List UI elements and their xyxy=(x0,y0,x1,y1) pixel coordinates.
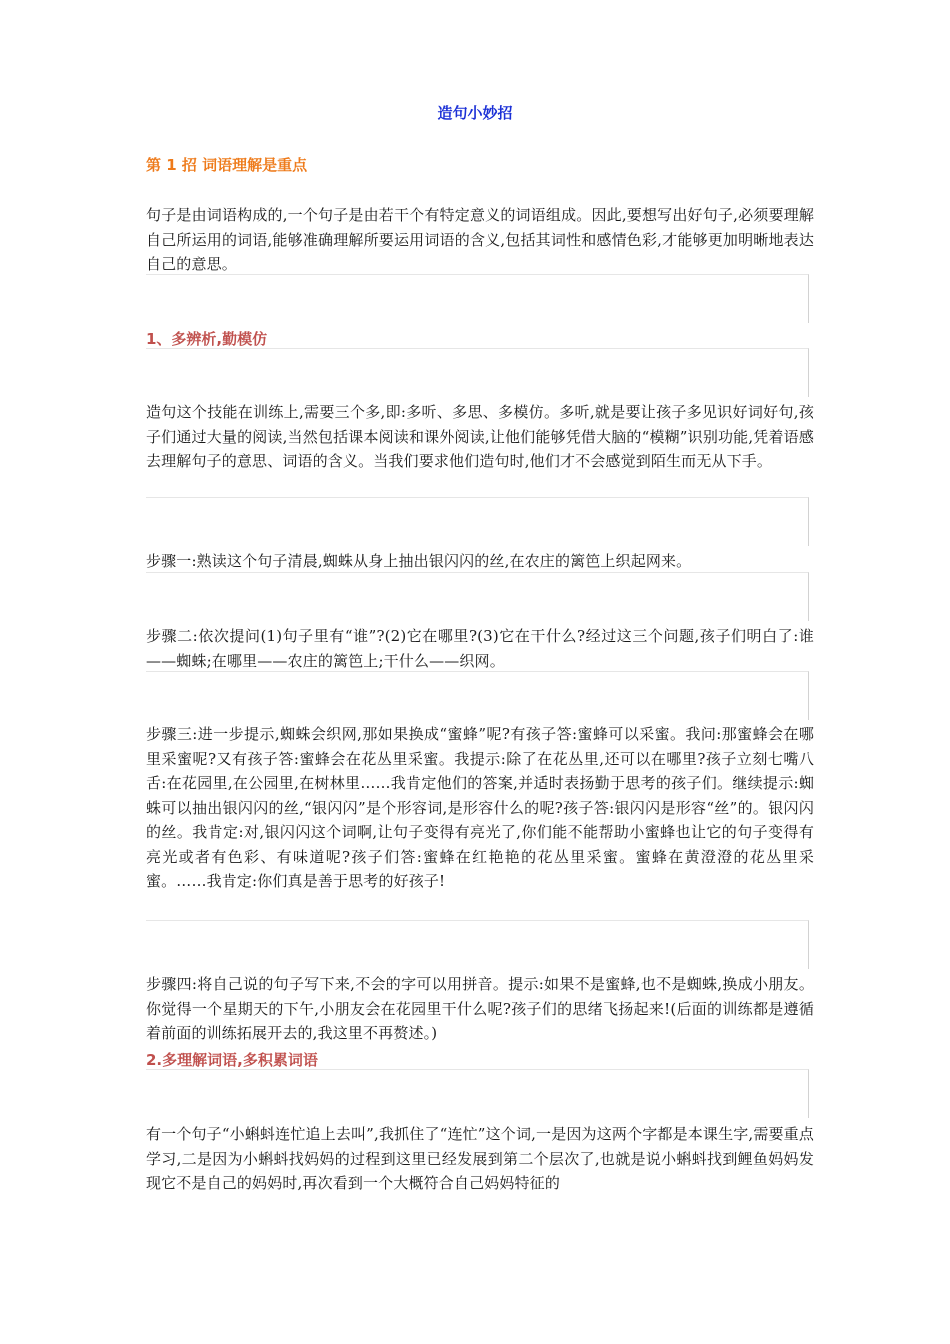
spacer-box xyxy=(146,348,809,397)
document-title: 造句小妙招 xyxy=(437,104,513,122)
spacer-box xyxy=(146,497,809,546)
spacer-box xyxy=(146,671,809,720)
step-three-paragraph: 步骤三:进一步提示,蜘蛛会织网,那如果换成“蜜蜂”呢?有孩子答:蜜蜂可以采蜜。我问:那蜜蜂会在哪里采蜜呢?又有孩子答:蜜蜂会在花丛里采蜜。我提示:除了在花丛里,还可以在哪里?孩子立刻七嘴八舌:在花园里,在公园里,在树林里……我肯定他们的答案,并适时表扬勤于思考的孩子们。继续提示:蜘蛛可以抽出银闪闪的丝,“银闪闪”是个形容词,是形容什么的呢?孩子答:银闪闪是形容“丝”的。银闪闪的丝。我肯定:对,银闪闪这个词啊,让句子变得有亮光了,你们能不能帮助小蜜蜂也让它的句子变得有亮光或者有色彩、有味道呢?孩子们答:蜜蜂在红艳艳的花丛里采蜜。蜜蜂在黄澄澄的花丛里采蜜。……我肯定:你们真是善于思考的好孩子! xyxy=(146,725,814,890)
step-four-paragraph: 步骤四:将自己说的句子写下来,不会的字可以用拼音。提示:如果不是蜜蜂,也不是蜘蛛,换成小朋友。你觉得一个星期天的下午,小朋友会在花园里干什么呢?孩子们的思绪飞扬起来!(后面的训练都是遵循着前面的训练拓展开去的,我这里不再赘述。) xyxy=(146,975,814,1042)
subheading-vocabulary: 2.多理解词语,多积累词语 xyxy=(146,1051,318,1069)
section-heading: 第 1 招 词语理解是重点 xyxy=(146,156,308,174)
imitate-paragraph: 造句这个技能在训练上,需要三个多,即:多听、多思、多模仿。多听,就是要让孩子多见识好词好句,孩子们通过大量的阅读,当然包括课本阅读和课外阅读,让他们能够凭借大脑的“模糊”识别功能,凭着语感去理解句子的意思、词语的含义。当我们要求他们造句时,他们才不会感觉到陌生而无从下手。 xyxy=(146,403,814,470)
spacer-box xyxy=(146,1069,809,1118)
step-one-paragraph: 步骤一:熟读这个句子清晨,蜘蛛从身上抽出银闪闪的丝,在农庄的篱笆上织起网来。 xyxy=(146,552,692,570)
step-two-paragraph: 步骤二:依次提问(1)句子里有“谁”?(2)它在哪里?(3)它在干什么?经过这三个问题,孩子们明白了:谁——蜘蛛;在哪里——农庄的篱笆上;干什么——织网。 xyxy=(146,627,814,670)
subheading-imitate: 1、多辨析,勤模仿 xyxy=(146,330,268,348)
spacer-box xyxy=(146,274,809,323)
intro-paragraph: 句子是由词语构成的,一个句子是由若干个有特定意义的词语组成。因此,要想写出好句子,必须要理解自己所运用的词语,能够准确理解所要运用词语的含义,包括其词性和感情色彩,才能够更加明晰地表达自己的意思。 xyxy=(146,206,814,273)
vocabulary-paragraph: 有一个句子“小蝌蚪连忙追上去叫”,我抓住了“连忙”这个词,一是因为这两个字都是本课生字,需要重点学习,二是因为小蝌蚪找妈妈的过程到这里已经发展到第二个层次了,也就是说小蝌蚪找到鲤鱼妈妈发现它不是自己的妈妈时,再次看到一个大概符合自己妈妈特征的 xyxy=(146,1125,814,1192)
spacer-box xyxy=(146,920,809,969)
spacer-box xyxy=(146,572,809,621)
